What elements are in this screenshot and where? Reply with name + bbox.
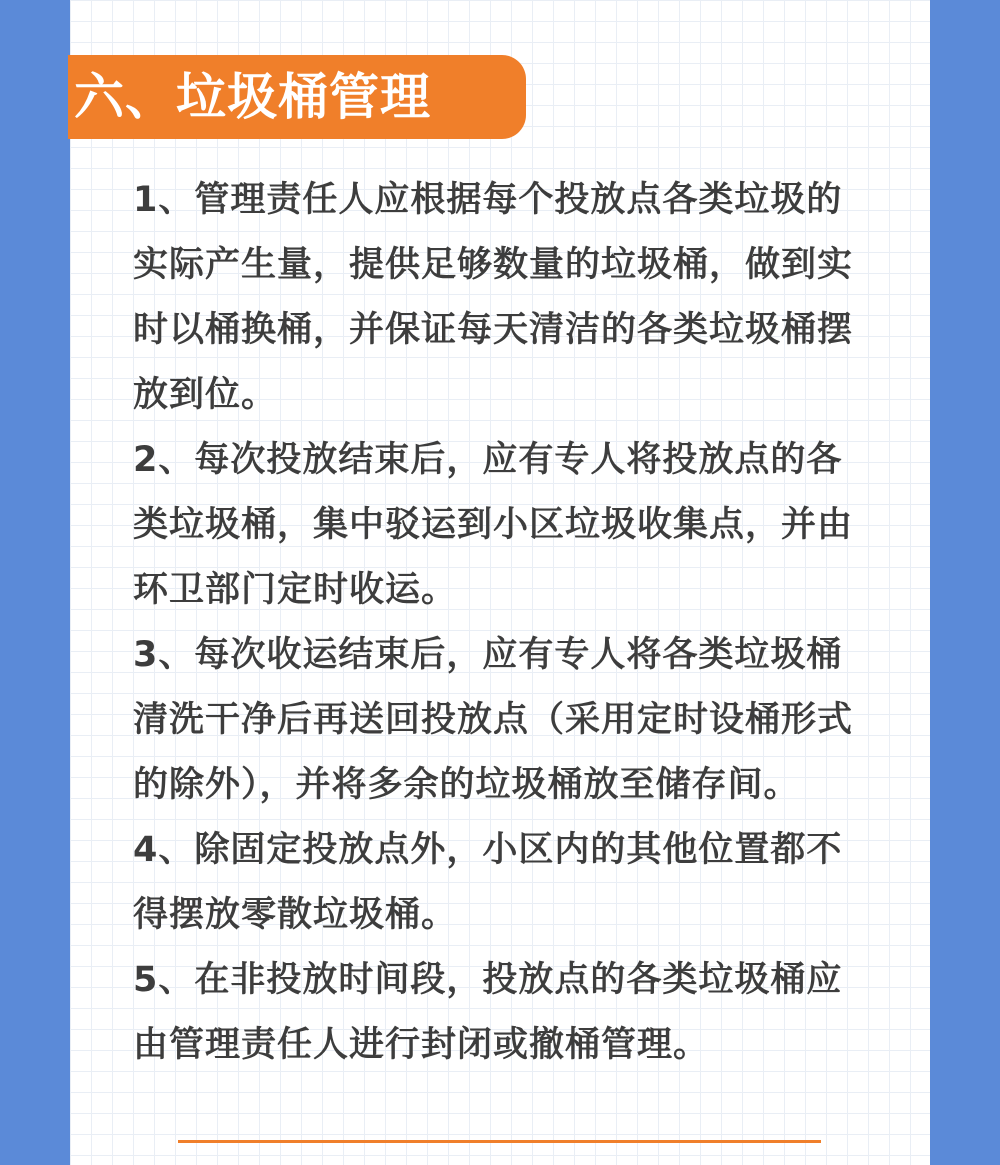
section-title: 六、垃圾桶管理 — [68, 55, 526, 139]
rule-item-1: 1、管理责任人应根据每个投放点各类垃圾的实际产生量，提供足够数量的垃圾桶，做到实时以桶换桶，并保证每天清洁的各类垃圾桶摆放到位。 — [133, 180, 854, 415]
rule-item-2: 2、每次投放结束后，应有专人将投放点的各类垃圾桶，集中驳运到小区垃圾收集点，并由环卫部门定时收运。 — [133, 440, 854, 610]
rule-item-4: 4、除固定投放点外，小区内的其他位置都不得摆放零散垃圾桶。 — [133, 830, 843, 935]
rule-item-3: 3、每次收运结束后，应有专人将各类垃圾桶清洗干净后再送回投放点（采用定时设桶形式的除外），并将多余的垃圾桶放至储存间。 — [133, 635, 854, 805]
bottom-divider — [178, 1140, 821, 1143]
rule-item-5: 5、在非投放时间段，投放点的各类垃圾桶应由管理责任人进行封闭或撤桶管理。 — [133, 960, 843, 1065]
rules-list — [133, 168, 878, 1078]
